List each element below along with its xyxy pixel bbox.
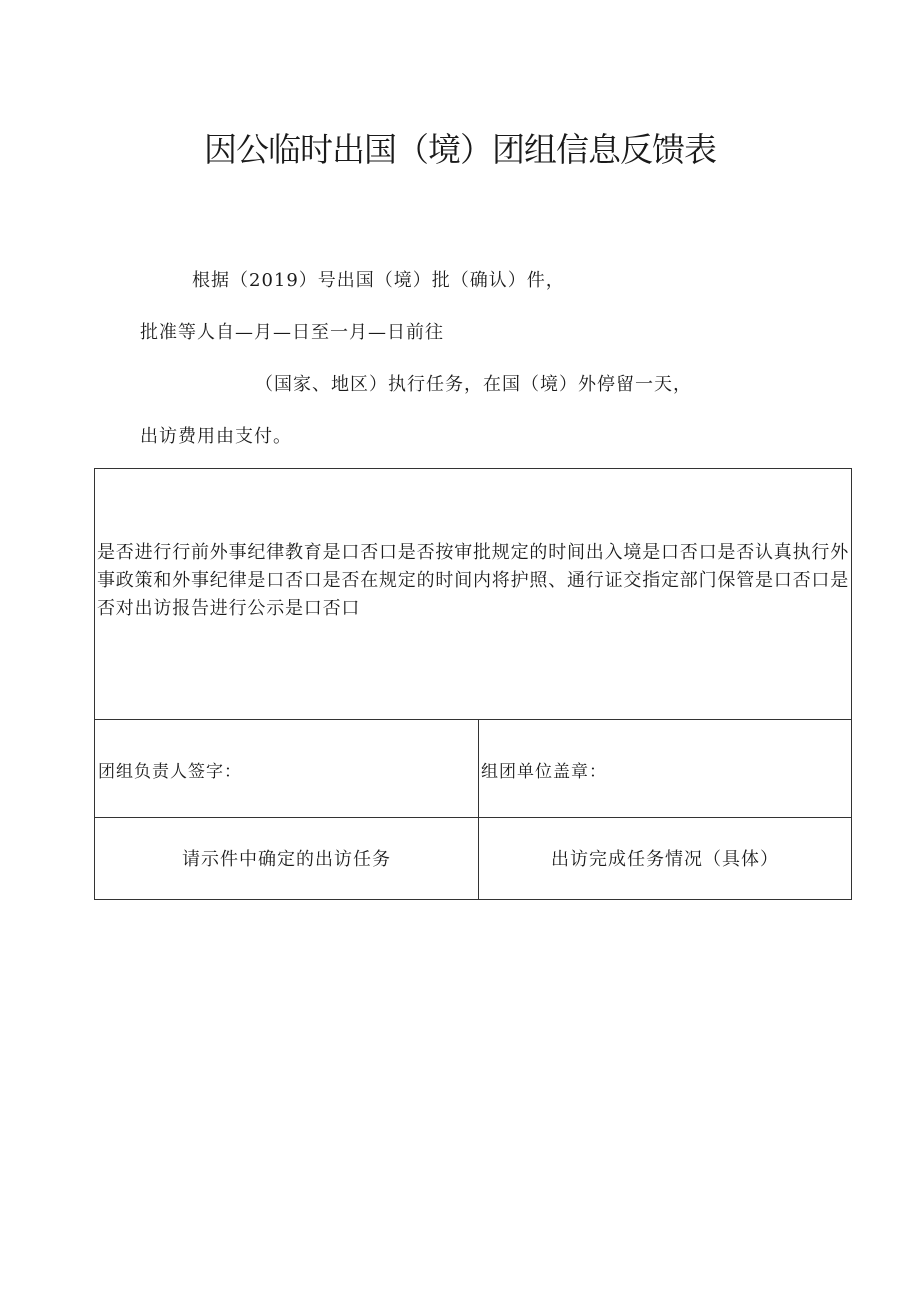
intro-line-destination-stay: （国家、地区）执行任务，在国（境）外停留一天，	[255, 374, 692, 395]
task-completion-header: 出访完成任务情况（具体）	[551, 849, 779, 870]
feedback-table	[94, 468, 852, 900]
checklist-text: 是否进行行前外事纪律教育是口否口是否按审批规定的时间出入境是口否口是否认真执行外事政策和外事纪律是口否口是否在规定的时间内将护照、通行证交指定部门保管是口否口是否对出访报告进行公示是口否口	[97, 542, 849, 619]
task-header-row	[95, 818, 851, 899]
intro-line-expense-source: 出访费用由支付。	[140, 426, 292, 447]
intro-line-approved-dates: 批准等人自—月—日至一月—日前往	[140, 322, 444, 343]
unit-seal-label: 组团单位盖章：	[481, 762, 607, 782]
signature-row	[95, 720, 851, 818]
leader-signature-label: 团组负责人签字：	[98, 762, 242, 782]
column-divider	[478, 720, 479, 899]
intro-line-approval-document: 根据（2019）号出国（境）批（确认）件，	[192, 270, 565, 291]
page-title: 因公临时出国（境）团组信息反馈表	[204, 130, 716, 169]
checklist-row	[95, 469, 851, 720]
confirmed-tasks-header: 请示件中确定的出访任务	[182, 849, 391, 870]
